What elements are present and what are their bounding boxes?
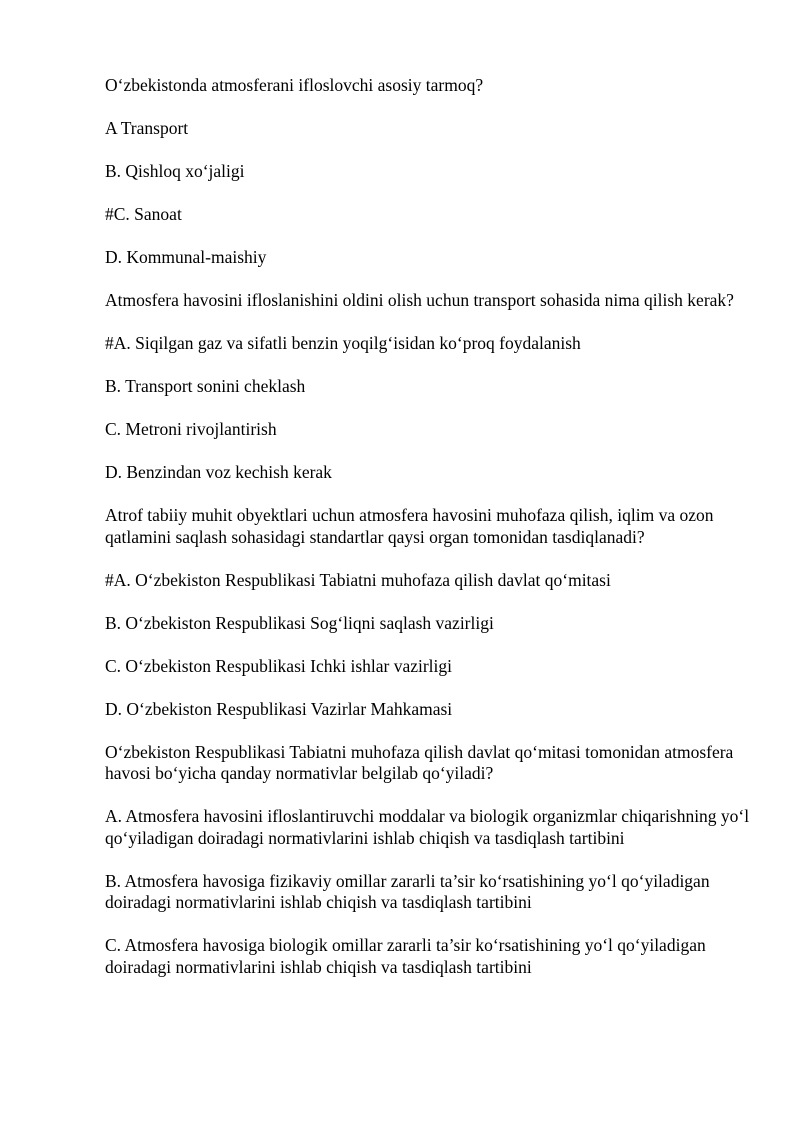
answer-option-1a: A Transport [105,118,189,138]
answer-option-2a: #A. Siqilgan gaz va sifatli benzin yoqilg‘isidan ko‘proq foydalanish [105,333,581,353]
answer-option-3a: #A. O‘zbekiston Respublikasi Tabiatni muhofaza qilish davlat qo‘mitasi [105,569,611,590]
question-1: O‘zbekistonda atmosferani ifloslovchi asosiy tarmoq? [105,75,484,95]
question-4: O‘zbekiston Respublikasi Tabiatni muhofaza qilish davlat qo‘mitasi tomonidan atmosfera havosi bo‘yicha qanday normativlar belgilab qo‘yiladi? [105,741,734,783]
answer-option-1d: D. Kommunal-maishiy [105,247,267,267]
answer-option-2c: C. Metroni rivojlantirish [105,419,277,439]
answer-option-3b: B. O‘zbekiston Respublikasi Sog‘liqni saqlash vazirligi [105,612,494,633]
answer-option-4b: B. Atmosfera havosiga fizikaviy omillar zararli ta’sir ko‘rsatishining yo‘l qo‘yiladigan doiradagi normativlarini ishlab chiqish va tasdiqlash tartibini [105,870,710,912]
answer-option-1c: #C. Sanoat [105,204,182,224]
question-3: Atrof tabiiy muhit obyektlari uchun atmosfera havosini muhofaza qilish, iqlim va ozon qatlamini saqlash sohasidagi standartlar qaysi organ tomonidan tasdiqlanadi? [105,505,714,547]
answer-option-1b: B. Qishloq xo‘jaligi [105,161,245,181]
answer-option-2b: B. Transport sonini cheklash [105,376,306,396]
document-page [105,75,755,1000]
answer-option-3d: D. O‘zbekiston Respublikasi Vazirlar Mahkamasi [105,698,453,719]
answer-option-4a: A. Atmosfera havosini ifloslantiruvchi moddalar va biologik organizmlar chiqarishning yo‘l qo‘yiladigan doiradagi normativlarini ishlab chiqish va tasdiqlash tartibini [105,806,750,848]
answer-option-3c: C. O‘zbekiston Respublikasi Ichki ishlar vazirligi [105,655,453,676]
answer-option-2d: D. Benzindan voz kechish kerak [105,462,332,482]
question-2: Atmosfera havosini ifloslanishini oldini olish uchun transport sohasida nima qilish kerak? [105,290,734,310]
answer-option-4c: C. Atmosfera havosiga biologik omillar zararli ta’sir ko‘rsatishining yo‘l qo‘yiladigan doiradagi normativlarini ishlab chiqish va tasdiqlash tartibini [105,935,706,977]
